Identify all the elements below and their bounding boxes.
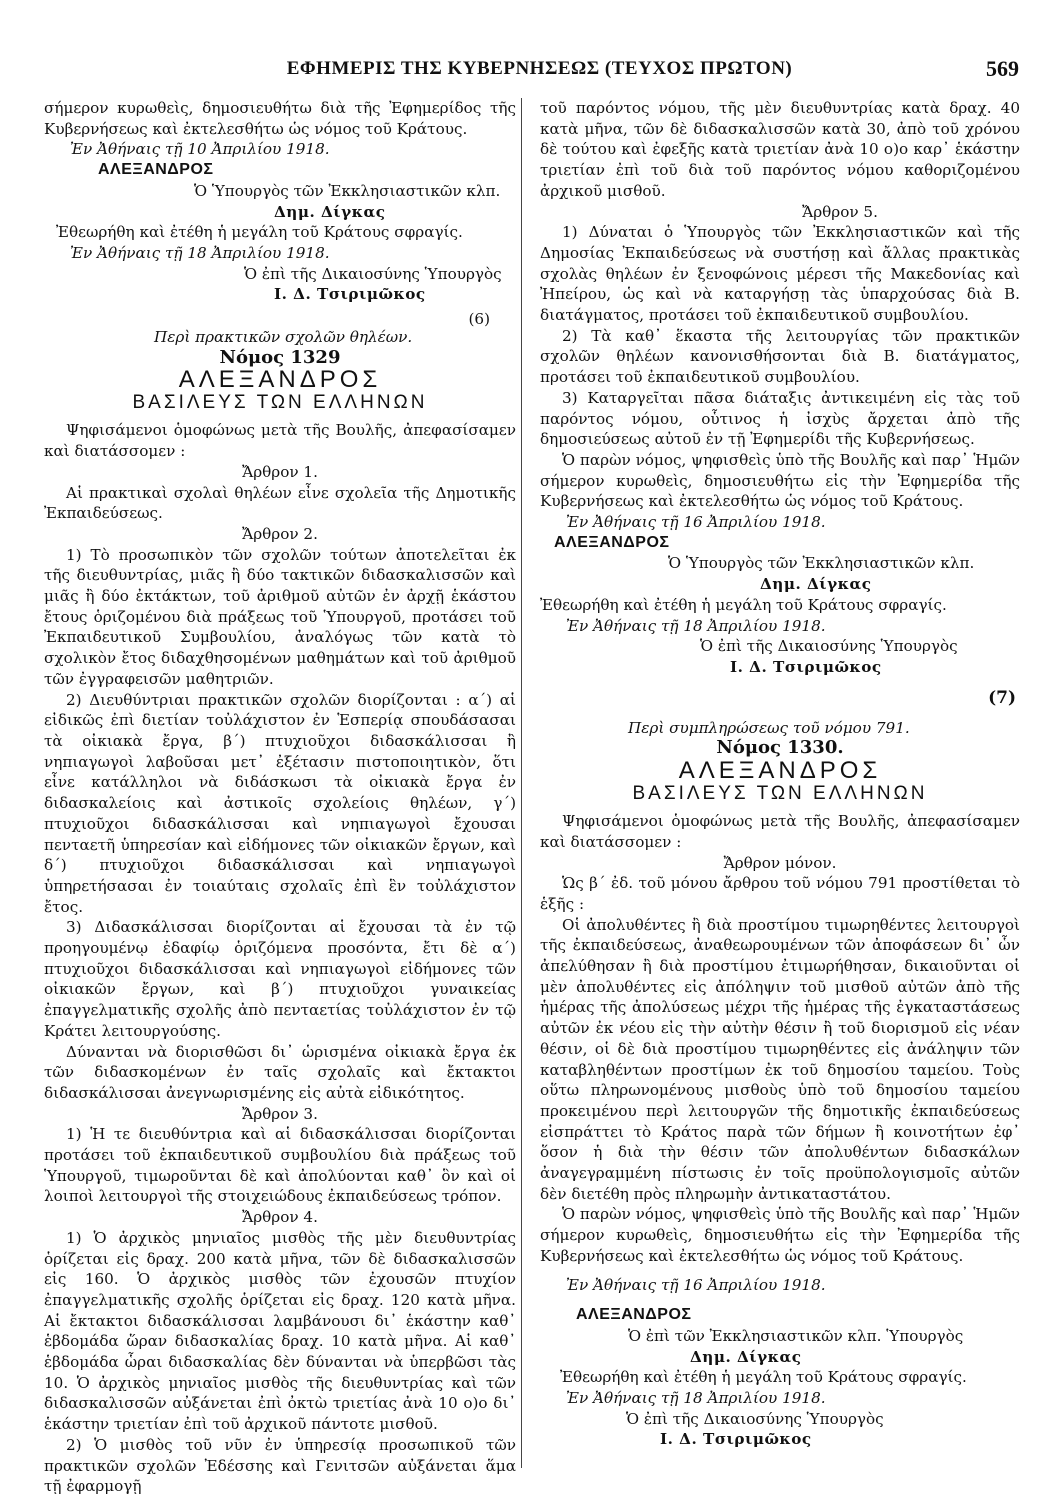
right-seal-note: Ἐθεωρήθη καὶ ἐτέθη ἡ μεγάλη τοῦ Κράτους σφραγίς. [540, 595, 947, 614]
article-4-para-1: 1) Ὁ ἀρχικὸς μηνιαῖος μισθὸς τῆς μὲν διευθυντρίας ὁρίζεται εἰς δραχ. 200 κατὰ μῆνα, τῶν δὲ διδασκαλισσῶν εἰς 160. Ὁ ἀρχικὸς μισθὸς τῶν ἐχουσῶν πτυχίον ἐπαγγελματικῆς σχολῆς ὁρίζεται εἰς δραχ. 120 κατὰ μῆνα. Αἱ ἔκτακτοι διδασκάλισσαι λαμβάνουσι δι᾽ ἑκάστην καθ᾽ ἑβδομάδα ὥραν διδασκαλίας δραχ. 10 κατὰ μῆνα. Αἱ καθ᾽ ἑβδομάδα ὧραι διδασκαλίας δὲν δύνανται νὰ ὑπερβῶσι τὰς 10. Ὁ ἀρχικὸς μηνιαῖος μισθὸς τῆς διευθυντρίας καὶ τῶν διδασκαλισσῶν αὐξάνεται ἐπὶ ὀκτὼ τριετίας ἀνὰ 10 ο)ο δι᾽ ἑκάστην τριετίαν ἐπὶ τοῦ ἀρχικοῦ πάντοτε μισθοῦ. [44, 1228, 516, 1434]
right-minister-title: Ὁ Ὑπουργὸς τῶν Ἐκκλησιαστικῶν κλπ. [668, 554, 975, 573]
left-minister-name: Δημ. Δίγκας [274, 202, 386, 221]
left-date-2: Ἐν Ἀθήναις τῇ 18 Ἀπριλίου 1918. [70, 243, 330, 262]
law-1330-closing: Ὁ παρὼν νόμος, ψηφισθεὶς ὑπὸ τῆς Βουλῆς καὶ παρ᾽ Ἡμῶν σήμερον κυρωθεὶς, δημοσιευθήτω εἰς τὴν Ἐφημερίδα τῆς Κυβερνήσεως καὶ ἐκτελεσθήτω ὡς νόμος τοῦ Κράτους. [540, 1205, 1020, 1265]
article-4-para-2: 2) Ὁ μισθὸς τοῦ νῦν ἐν ὑπηρεσίᾳ προσωπικοῦ τῶν πρακτικῶν σχολῶν Ἐδέσσης καὶ Γενιτσῶν αὐξάνεται ἅμα τῇ ἐφαρμογῇ [44, 1435, 516, 1496]
article-5-para-1: 1) Δύναται ὁ Ὑπουργὸς τῶν Ἐκκλησιαστικῶν καὶ τῆς Δημοσίας Ἐκπαιδεύσεως νὰ συστήσῃ καὶ ἄλλας πρακτικὰς σχολὰς θηλέων ἐν ξενοφώνοις μέρεσι τῆς Μακεδονίας καὶ Ἠπείρου, ὡς καὶ νὰ καταργήσῃ τὰς ὑπαρχούσας διὰ Β. διατάγματος, προτάσει τοῦ ἐκπαιδευτικοῦ συμβουλίου. [540, 223, 1020, 325]
right-king-signature-2: ΑΛΕΞΑΝΔΡΟΣ [576, 1306, 692, 1324]
article-1-text: Αἱ πρακτικαὶ σχολαὶ θηλέων εἶνε σχολεῖα τῆς Δημοτικῆς Ἐκπαιδεύσεως. [44, 483, 516, 523]
sole-article-intro: Ὡς β΄ ἐδ. τοῦ μόνου ἄρθρου τοῦ νόμου 791 προστίθεται τὸ ἑξῆς : [540, 874, 1020, 913]
column-divider [521, 98, 522, 1468]
left-justice-title: Ὁ ἐπὶ τῆς Δικαιοσύνης Ὑπουργὸς [244, 264, 502, 283]
article-2-para-1: 1) Τὸ προσωπικὸν τῶν σχολῶν τούτων ἀποτελεῖται ἐκ τῆς διευθυντρίας, μιᾶς ἢ δύο τακτικῶν διδασκαλισσῶν καὶ μιᾶς ἢ δύο ἐκτάκτων, τοῦ ἀριθμοῦ αὐτῶν ἐν ἀρχῇ ἑκάστου ἔτους ὁριζομένου διὰ πράξεως τοῦ Ὑπουργοῦ, προτάσει τοῦ Ἐκπαιδευτικοῦ Συμβουλίου, ἀναλόγως τῶν κατὰ τὸ σχολικὸν ἔτος διδαχθησομένων μαθημάτων καὶ τοῦ ἀριθμοῦ τῶν ἐγγραφεισῶν μαθητριῶν. [44, 545, 516, 688]
right-minister-name: Δημ. Δίγκας [760, 575, 872, 594]
right-date-4: Ἐν Ἀθήναις τῇ 18 Ἀπριλίου 1918. [566, 1389, 826, 1408]
article-4-heading: Ἄρθρον 4. [242, 1208, 318, 1227]
law-1330-king: ΑΛΕΞΑΝΔΡΟΣ [678, 757, 882, 785]
article-3-para-1: 1) Ἡ τε διευθύντρια καὶ αἱ διδασκάλισσαι διορίζονται προτάσει τοῦ ἐκπαιδευτικοῦ συμβουλίου διὰ πράξεως τοῦ Ὑπουργοῦ, τιμωροῦνται δὲ καὶ ἀπολύονται καθ᾽ ὃν καὶ οἱ λοιποὶ λειτουργοὶ τῆς στοιχειώδους ἐκπαιδεύσεως τρόπον. [44, 1125, 516, 1206]
right-justice-title: Ὁ ἐπὶ τῆς Δικαιοσύνης Ὑπουργὸς [700, 637, 958, 656]
article-4-para-2-cont: τοῦ παρόντος νόμου, τῆς μὲν διευθυντρίας κατὰ δραχ. 40 κατὰ μῆνα, τῶν δὲ διδασκαλισσῶν κατὰ 30, ἀπὸ τοῦ χρόνου δὲ τούτου καὶ ἐφεξῆς κατὰ τριετίαν ἀνὰ 10 ο)ο καρ᾽ ἑκάστην τριετίαν ἐπὶ τοῦ διὰ τοῦ παρόντος νόμου καθοριζομένου ἀρχικοῦ μισθοῦ. [540, 99, 1020, 200]
article-3-heading: Ἄρθρον 3. [242, 1104, 318, 1123]
right-justice-title-2: Ὁ ἐπὶ τῆς Δικαιοσύνης Ὑπουργὸς [626, 1409, 884, 1428]
law-1329-subject: Περὶ πρακτικῶν σχολῶν θηλέων. [154, 328, 413, 347]
section-number-7: (7) [988, 687, 1016, 708]
article-1-heading: Ἄρθρον 1. [242, 462, 318, 481]
left-column [44, 98, 516, 1497]
right-justice-name: Ι. Δ. Τσιριμῶκος [730, 657, 882, 676]
left-date-1: Ἐν Ἀθήναις τῇ 10 Ἀπριλίου 1918. [70, 140, 330, 159]
article-5-para-2: 2) Τὰ καθ᾽ ἕκαστα τῆς λειτουργίας τῶν πρακτικῶν σχολῶν θηλέων κανονισθήσονται διὰ Β. διατάγματος, προτάσει τοῦ ἐκπαιδευτικοῦ συμβουλίου. [540, 326, 1020, 387]
right-king-signature: ΑΛΕΞΑΝΔΡΟΣ [554, 533, 670, 551]
header-title: ΕΦΗΜΕΡΙΣ ΤΗΣ ΚΥΒΕΡΝΗΣΕΩΣ (ΤΕΥΧΟΣ ΠΡΩΤΟΝ) [286, 58, 793, 79]
law-1329-preamble: Ψηφισάμενοι ὁμοφώνως μετὰ τῆς Βουλῆς, ἀπεφασίσαμεν καὶ διατάσσομεν : [44, 421, 516, 461]
law-1329-closing: Ὁ παρὼν νόμος, ψηφισθεὶς ὑπὸ τῆς Βουλῆς καὶ παρ᾽ Ἡμῶν σήμερον κυρωθεὶς, δημοσιευθήτω εἰς τὴν Ἐφημερίδα τῆς Κυβερνήσεως καὶ ἐκτελεσθήτω ὡς νόμος τοῦ Κράτους. [540, 450, 1020, 511]
right-date-3: Ἐν Ἀθήναις τῇ 16 Ἀπριλίου 1918. [566, 1275, 826, 1294]
law-1329-title: Νόμος 1329 [219, 346, 341, 368]
right-justice-name-2: Ι. Δ. Τσιριμῶκος [660, 1430, 812, 1449]
right-date-2: Ἐν Ἀθήναις τῇ 18 Ἀπριλίου 1918. [566, 616, 826, 635]
right-minister-name-2: Δημ. Δίγκας [690, 1347, 802, 1366]
left-seal-note: Ἐθεωρήθη καὶ ἐτέθη ἡ μεγάλη τοῦ Κράτους σφραγίς. [56, 223, 463, 242]
left-justice-name: Ι. Δ. Τσιριμῶκος [274, 285, 426, 304]
page-number: 569 [986, 56, 1019, 81]
article-2-heading: Ἄρθρον 2. [242, 524, 318, 543]
law-1329-king: ΑΛΕΞΑΝΔΡΟΣ [178, 366, 382, 394]
right-date-1: Ἐν Ἀθήναις τῇ 16 Ἀπριλίου 1918. [566, 513, 826, 532]
law-1330-preamble: Ψηφισάμενοι ὁμοφώνως μετὰ τῆς Βουλῆς, ἀπεφασίσαμεν καὶ διατάσσομεν : [540, 812, 1020, 851]
left-king-signature: ΑΛΕΞΑΝΔΡΟΣ [98, 161, 214, 179]
left-closing-text: σήμερον κυρωθεὶς, δημοσιευθήτω διὰ τῆς Ἐφημερίδος τῆς Κυβερνήσεως καὶ ἐκτελεσθήτω ὡς νόμος τοῦ Κράτους. [44, 99, 516, 138]
article-5-para-3: 3) Καταργεῖται πᾶσα διάταξις ἀντικειμένη εἰς τὰς τοῦ παρόντος νόμου, οὗτινος ἡ ἰσχὺς ἄρχεται ἀπὸ τῆς δημοσιεύσεως αὐτοῦ ἐν τῇ Ἐφημερίδι τῆς Κυβερνήσεως. [540, 388, 1020, 449]
article-2-para-3: 3) Διδασκάλισσαι διορίζονται αἱ ἔχουσαι τὰ ἐν τῷ προηγουμένῳ ἐδαφίῳ ὁριζόμενα προσόντα, ἔτι δὲ α΄) πτυχιοῦχοι διδασκάλισσαι καὶ νηπιαγωγοὶ εἰδήμονες τῶν οἰκιακῶν ἔργων, καὶ β΄) πτυχιοῦχοι γυναικείας ἐπαγγελματικῆς σχολῆς ἀπὸ πενταετίας τοὐλάχιστον ἐν τῷ Κράτει λειτουργούσης. [44, 918, 516, 1040]
section-number-6: (6) [468, 310, 490, 329]
article-5-heading: Ἄρθρον 5. [802, 202, 878, 221]
sole-article-text: Οἱ ἀπολυθέντες ἢ διὰ προστίμου τιμωρηθέντες λειτουργοὶ τῆς ἐκπαιδεύσεως, ἀναθεωρουμένων τῶν ἀποφάσεων δι᾽ ὧν ἀπελύθησαν ἢ διὰ προστίμου ἐτιμωρήθησαν, δικαιοῦνται οἱ μὲν ἀπολυθέντες εἰς ἀπόληψιν τοῦ μισθοῦ αὐτῶν ἀπὸ τῆς ἡμέρας τῆς ἀπολύσεως μέχρι τῆς ἡμέρας τῆς ἐγκαταστάσεως αὐτῶν ἐκ νέου εἰς τὴν αὐτὴν θέσιν ἢ τοῦ διορισμοῦ εἰς νέαν θέσιν, οἱ δὲ διὰ προστίμου τιμωρηθέντες εἰς ἀνάληψιν τῶν καταβληθέντων προστίμων ἐκ τοῦ δημοσίου ταμείου. Τοὺς οὕτω πληρωνομένους μισθοὺς ὑπὸ τοῦ δημοσίου ταμείου προκειμένου περὶ λειτουργῶν τῆς δημοτικῆς ἐκπαιδεύσεως εἰσπράττει τὸ Κράτος παρὰ τῶν δήμων ἢ κοινοτήτων ἐφ᾽ ὅσον ἡ διὰ τὴν θέσιν τῶν ἀπολυθέντων διδασκάλων ἀναγεγραμμένη πίστωσις ἐν τοῖς προϋπολογισμοῖς αὐτῶν δὲν διετέθη πρὸς πληρωμὴν ἀντικαταστάτου. [540, 915, 1020, 1203]
article-2-para-2: 2) Διευθύντριαι πρακτικῶν σχολῶν διορίζονται : α΄) αἱ εἰδικῶς ἐπὶ διετίαν τοὐλάχιστον ἐν Ἑσπερίᾳ σπουδάσασαι τὰ οἰκιακὰ ἔργα, β΄) πτυχιοῦχοι διδασκάλισσαι ἢ νηπιαγωγοὶ λαβοῦσαι μετ᾽ ἐξέτασιν πιστοποιητικὸν, ὅτι εἶνε κατάλληλοι νὰ διδάσκωσι τὰ οἰκιακὰ ἔργα ἐν διδασκαλείοις καὶ ἀστικοῖς σχολείοις θηλέων, γ΄) πτυχιοῦχοι διδασκάλισσαι καὶ νηπιαγωγοὶ ἔχουσαι πενταετῆ ὑπηρεσίαν καὶ εἰδήμονες τῶν οἰκιακῶν ἔργων, καὶ δ΄) πτυχιοῦχοι διδασκάλισσαι καὶ νηπιαγωγοὶ ὑπηρετήσασαι ἐν τοιαύταις σχολαῖς ἐπὶ ἓν τοὐλάχιστον ἔτος. [44, 690, 516, 916]
article-2-para-4: Δύνανται νὰ διορισθῶσι δι᾽ ὡρισμένα οἰκιακὰ ἔργα ἐκ τῶν διδασκομένων ἐν ταῖς σχολαῖς καὶ ἔκτακτοι διδασκάλισσαι ἀνεγνωρισμένης εἰς αὐτὰ εἰδικότητος. [44, 1042, 516, 1102]
law-1330-basileus: ΒΑΣΙΛΕΥΣ ΤΩΝ ΕΛΛΗΝΩΝ [632, 783, 928, 805]
law-1329-basileus: ΒΑΣΙΛΕΥΣ ΤΩΝ ΕΛΛΗΝΩΝ [132, 392, 428, 414]
sole-article-heading: Ἄρθρον μόνον. [723, 853, 837, 872]
left-minister-title: Ὁ Ὑπουργὸς τῶν Ἐκκλησιαστικῶν κλπ. [194, 181, 501, 200]
page-header [60, 58, 1019, 88]
law-1330-subject: Περὶ συμπληρώσεως τοῦ νόμου 791. [628, 718, 910, 737]
right-column [540, 98, 1020, 1450]
right-seal-note-2: Ἐθεωρήθη καὶ ἐτέθη ἡ μεγάλη τοῦ Κράτους σφραγίς. [560, 1368, 967, 1387]
right-minister-title-2: Ὁ ἐπὶ τῶν Ἐκκλησιαστικῶν κλπ. Ὑπουργὸς [628, 1326, 964, 1345]
law-1330-title: Νόμος 1330. [716, 737, 844, 759]
